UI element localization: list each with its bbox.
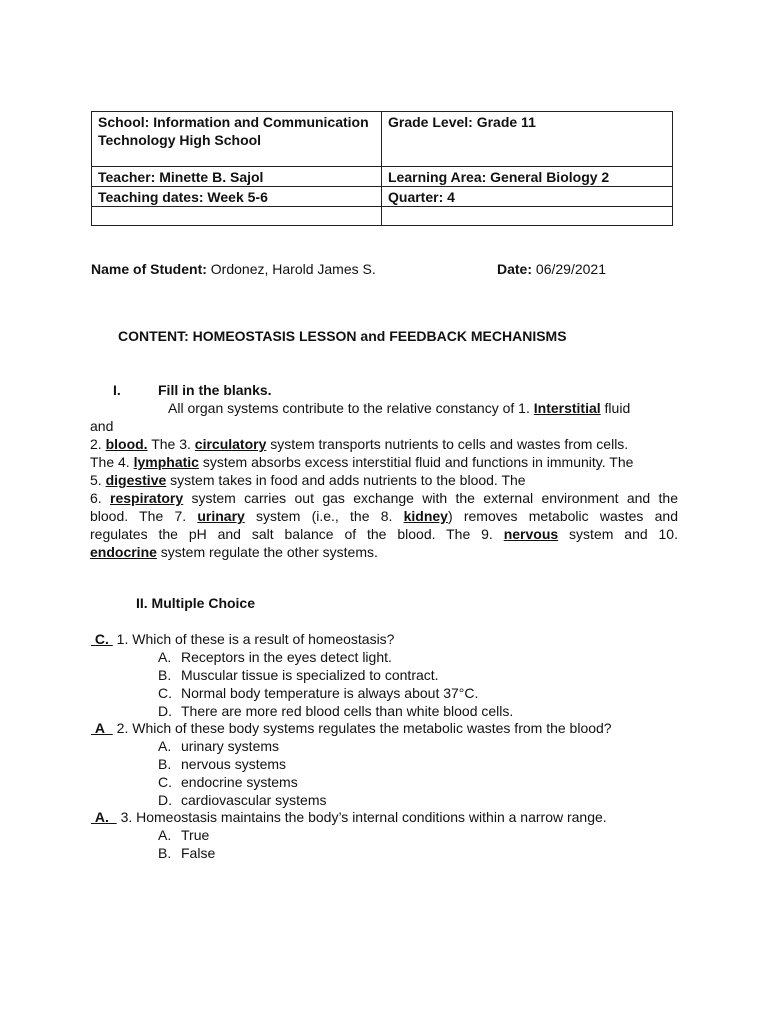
paragraph-text: regulates the pH and salt balance of the blood. The 9. (90, 526, 504, 542)
option-1-2 (158, 666, 439, 684)
option-text: There are more red blood cells than white blood cells. (181, 703, 514, 719)
option-3-2 (158, 844, 215, 862)
paragraph-line (90, 399, 678, 417)
student-name-row (91, 260, 376, 278)
question-text: 3. Homeostasis maintains the body’s internal conditions within a narrow range. (120, 809, 607, 825)
empty-cell-left (92, 207, 382, 226)
option-text: cardiovascular systems (181, 792, 327, 808)
paragraph-text: system (i.e., the 8. (244, 508, 404, 524)
section2-title: II. Multiple Choice (136, 595, 256, 611)
section1-number: I. (113, 382, 121, 398)
paragraph-line (90, 471, 678, 489)
blank-answer: respiratory (110, 490, 184, 506)
blank-answer: urinary (197, 508, 245, 524)
grade-level-cell: Grade Level: Grade 11 (382, 112, 673, 167)
option-2-1 (158, 737, 279, 755)
option-text: urinary systems (181, 738, 280, 754)
paragraph-line (90, 417, 678, 435)
paragraph-text: and (90, 418, 114, 434)
paragraph-line (90, 525, 678, 543)
option-2-2 (158, 755, 286, 773)
empty-cell-right (382, 207, 673, 226)
date-row (497, 260, 606, 278)
option-letter: A. (158, 827, 172, 843)
blank-answer: blood. (105, 436, 148, 452)
paragraph-text: blood. The 7. (90, 508, 198, 524)
paragraph-text: The 4. (90, 454, 134, 470)
paragraph-line (90, 543, 678, 561)
option-text: False (181, 845, 216, 861)
answer-blank: A. (91, 809, 117, 825)
question-text: 2. Which of these body systems regulates the metabolic wastes from the blood? (116, 720, 612, 736)
paragraph-line (90, 453, 678, 471)
paragraph-text: The 3. (147, 436, 195, 452)
paragraph-text: system takes in food and adds nutrients to the blood. The (166, 472, 526, 488)
paragraph-text: 5. (90, 472, 106, 488)
option-text: Muscular tissue is specialized to contract. (181, 667, 439, 683)
blank-answer: circulatory (194, 436, 267, 452)
option-1-4 (158, 702, 513, 720)
quarter-cell: Quarter: 4 (382, 187, 673, 207)
blank-answer: kidney (403, 508, 448, 524)
option-text: Receptors in the eyes detect light. (181, 649, 392, 665)
section1-title: Fill in the blanks. (158, 382, 272, 398)
header-table (91, 111, 673, 226)
option-letter: B. (158, 667, 172, 683)
blank-answer: endocrine (90, 544, 157, 560)
blank-answer: nervous (503, 526, 559, 542)
paragraph-text: system and 10. (558, 526, 678, 542)
option-1-1 (158, 648, 392, 666)
option-1-3 (158, 684, 478, 702)
option-text: Normal body temperature is always about 37°C. (181, 685, 479, 701)
paragraph-text: ) removes metabolic wastes and (447, 508, 678, 524)
blank-answer: Interstitial (533, 400, 601, 416)
blank-answer: digestive (105, 472, 167, 488)
paragraph-text: system absorbs excess interstitial fluid and functions in immunity. The (198, 454, 634, 470)
paragraph-text: system carries out gas exchange with the external environment and the (183, 490, 678, 506)
option-letter: A. (158, 738, 172, 754)
blank-answer: lymphatic (133, 454, 199, 470)
teacher-cell: Teacher: Minette B. Sajol (92, 167, 382, 187)
option-letter: B. (158, 845, 172, 861)
question-2 (91, 719, 612, 737)
date-value: 06/29/2021 (535, 261, 606, 277)
learning-area-cell: Learning Area: General Biology 2 (382, 167, 673, 187)
teaching-dates-cell: Teaching dates: Week 5-6 (92, 187, 382, 207)
paragraph-text: 6. (90, 490, 111, 506)
option-text: endocrine systems (181, 774, 298, 790)
paragraph-text: fluid (600, 400, 631, 416)
question-3 (91, 808, 607, 826)
option-letter: A. (158, 649, 172, 665)
paragraph-line (90, 507, 678, 525)
option-letter: B. (158, 756, 172, 772)
paragraph-text: All organ systems contribute to the relative constancy of 1. (168, 400, 534, 416)
date-label: Date: (497, 261, 533, 277)
option-letter: C. (158, 774, 172, 790)
option-3-1 (158, 826, 209, 844)
school-cell: School: Information and Communication Technology High School (92, 112, 382, 167)
paragraph-line (90, 435, 678, 453)
option-2-3 (158, 773, 298, 791)
paragraph-text: system regulate the other systems. (156, 544, 378, 560)
paragraph-line (90, 489, 678, 507)
answer-blank: A (91, 720, 113, 736)
student-name-value: Ordonez, Harold James S. (210, 261, 376, 277)
option-letter: C. (158, 685, 172, 701)
option-letter: D. (158, 792, 172, 808)
paragraph-text: system transports nutrients to cells and wastes from cells. (266, 436, 629, 452)
option-letter: D. (158, 703, 172, 719)
option-text: True (181, 827, 210, 843)
content-title: CONTENT: HOMEOSTASIS LESSON and FEEDBACK MECHANISMS (118, 328, 567, 344)
option-text: nervous systems (181, 756, 287, 772)
paragraph-text: 2. (90, 436, 106, 452)
option-2-4 (158, 791, 327, 809)
answer-blank: C. (91, 631, 113, 647)
student-name-label: Name of Student: (91, 261, 207, 277)
question-text: 1. Which of these is a result of homeostasis? (116, 631, 395, 647)
fill-in-blanks-paragraph (90, 399, 678, 561)
question-1 (91, 630, 394, 648)
